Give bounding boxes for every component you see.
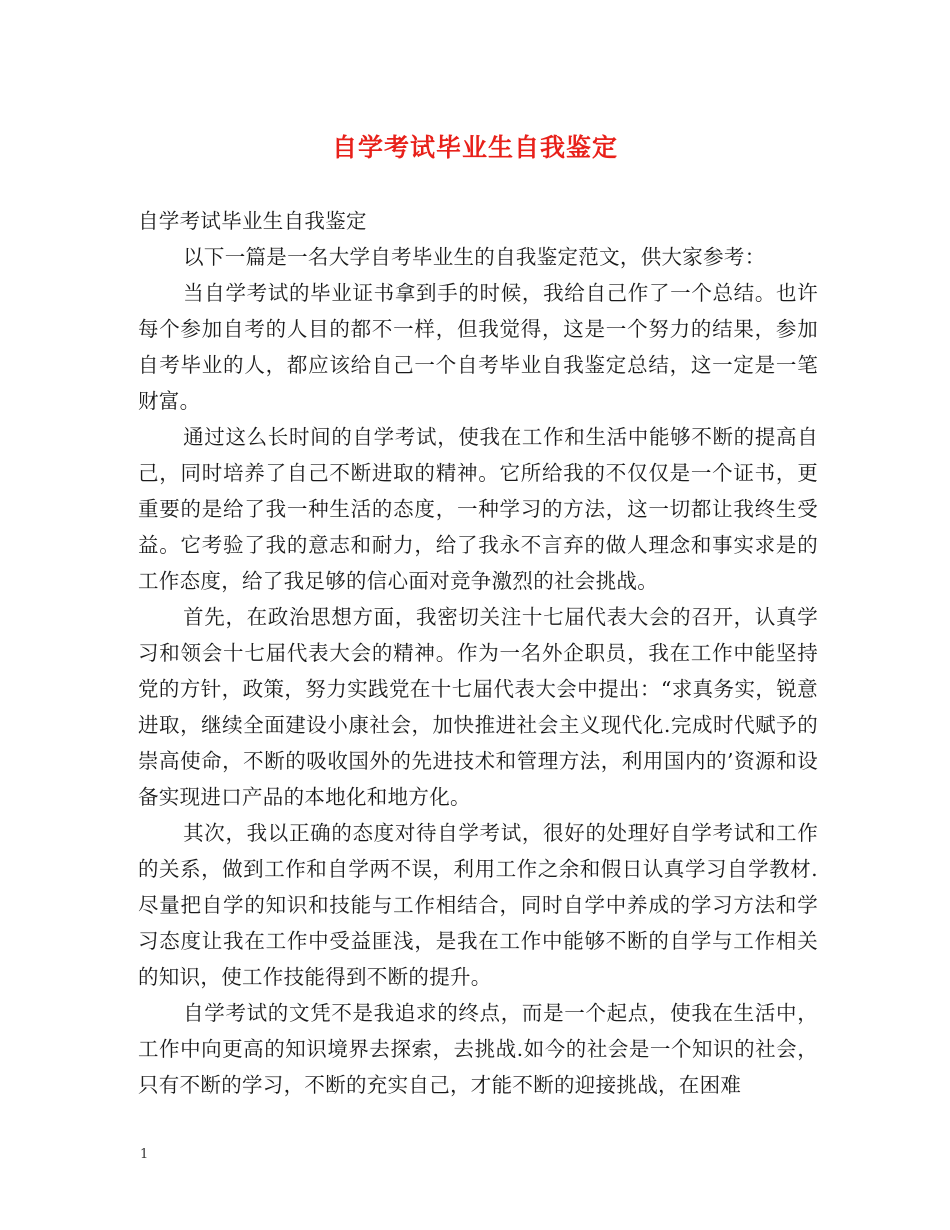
paragraph-intro: 以下一篇是一名大学自考毕业生的自我鉴定范文，供大家参考：: [183, 245, 766, 269]
page-number: 1: [140, 1147, 149, 1162]
paragraph-2: 通过这么长时间的自学考试，使我在工作和生活中能够不断的提高自己，同时培养了自己不断进取的精神。它所给我的不仅仅是一个证书，更重要的是给了我一种生活的态度，一种学习的方法，这一切都让我终生受益。它考验了我的意志和耐力，给了我永不言弃的做人理念和事实求是的工作态度，给了我足够的信心面对竞争激烈的社会挑战。: [138, 425, 818, 593]
paragraph-5: 自学考试的文凭不是我追求的终点，而是一个起点，使我在生活中，工作中向更高的知识境界去探索，去挑战.如今的社会是一个知识的社会，只有不断的学习，不断的充实自己，才能不断的迎接挑战，在困难: [138, 1001, 818, 1097]
paragraph-3: 首先，在政治思想方面，我密切关注十七届代表大会的召开，认真学习和领会十七届代表大会的精神。作为一名外企职员，我在工作中能坚持党的方针，政策，努力实践党在十七届代表大会中提出：“求真务实，锐意进取，继续全面建设小康社会，加快推进社会主义现代化.完成时代赋予的崇高使命，不断的吸收国外的先进技术和管理方法，利用国内的’资源和设备实现进口产品的本地化和地方化。: [138, 605, 818, 809]
document-subtitle: 自学考试毕业生自我鉴定: [138, 209, 367, 233]
paragraph-1: 当自学考试的毕业证书拿到手的时候，我给自己作了一个总结。也许每个参加自考的人目的都不一样，但我觉得，这是一个努力的结果，参加自考毕业的人，都应该给自己一个自考毕业自我鉴定总结，这一定是一笔财富。: [138, 281, 818, 413]
paragraph-4: 其次，我以正确的态度对待自学考试，很好的处理好自学考试和工作的关系，做到工作和自学两不误，利用工作之余和假日认真学习自学教材.尽量把自学的知识和技能与工作相结合，同时自学中养成的学习方法和学习态度让我在工作中受益匪浅，是我在工作中能够不断的自学与工作相关的知识，使工作技能得到不断的提升。: [138, 821, 818, 989]
document-title: 自学考试毕业生自我鉴定: [331, 133, 618, 162]
document-body: [138, 203, 818, 1103]
